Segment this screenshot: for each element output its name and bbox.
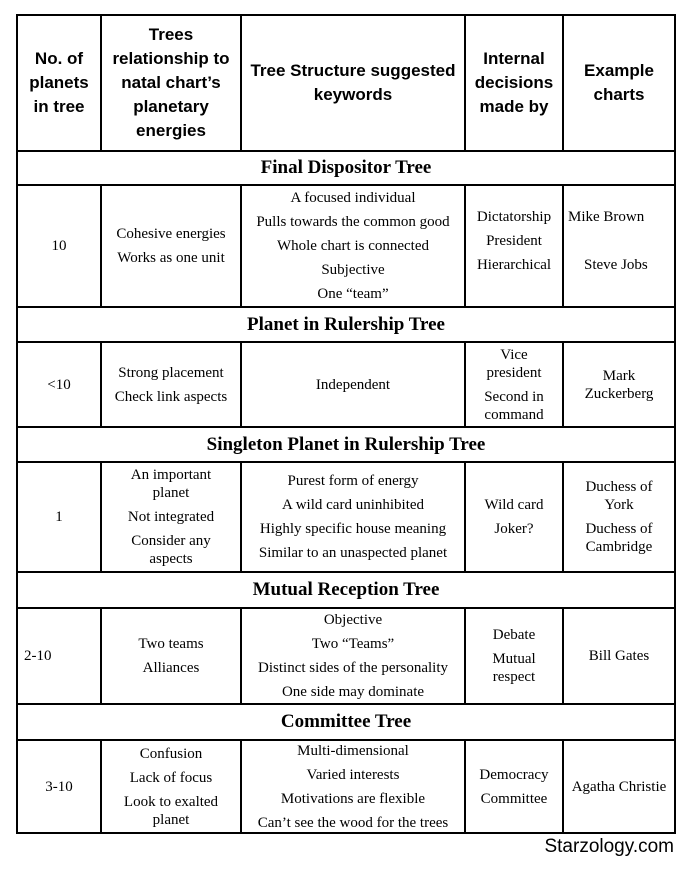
header-relationship: Trees relationship to natal chart’s planetary energies [112, 25, 230, 140]
decisions-cell: Debate Mutual respect [492, 627, 536, 685]
rule [240, 14, 242, 151]
section-title: Singleton Planet in Rulership Tree [206, 433, 486, 455]
planets-cell: 3-10 [45, 779, 73, 795]
keywords-cell: Independent [315, 376, 391, 393]
keywords-cell: Multi-dimensional Varied interests Motivations are flexible Can’t see the wood for the trees [257, 743, 449, 831]
examples-cell: Mike Brown Steve Jobs [568, 209, 648, 273]
planets-cell: <10 [47, 376, 71, 393]
site-credit: Starzology.com [544, 836, 674, 857]
planets-cell: 10 [51, 238, 67, 254]
header-keywords: Tree Structure suggested keywords [250, 61, 456, 104]
decisions-cell: Democracy Committee [479, 767, 549, 807]
keywords-cell: A focused individual Pulls towards the common good Whole chart is connected Subjective One “team” [256, 190, 450, 302]
rule [562, 14, 564, 151]
section-title: Mutual Reception Tree [252, 579, 440, 600]
decisions-cell: Vice president Second in command [484, 346, 544, 423]
header-examples: Example charts [584, 61, 654, 104]
keywords-cell: Purest form of energy A wild card uninhibited Highly specific house meaning Similar to an unaspected planet [258, 473, 448, 561]
relationship-cell: Cohesive energies Works as one unit [116, 226, 226, 266]
examples-cell: Duchess of York Duchess of Cambridge [585, 479, 653, 555]
planets-cell: 1 [55, 509, 63, 525]
section-title: Planet in Rulership Tree [247, 313, 445, 335]
planets-cell: 2-10 [24, 648, 52, 664]
relationship-cell: Confusion Lack of focus Look to exalted planet [123, 746, 219, 828]
examples-cell: Mark Zuckerberg [584, 367, 654, 402]
header-planets: No. of planets in tree [29, 49, 89, 116]
examples-cell: Bill Gates [588, 648, 650, 664]
examples-cell: Agatha Christie [571, 779, 667, 795]
rule [464, 14, 466, 151]
relationship-cell: Strong placement Check link aspects [114, 364, 228, 405]
keywords-cell: Objective Two “Teams” Distinct sides of the personality One side may dominate [258, 612, 448, 700]
rule [562, 184, 564, 307]
decisions-cell: Dictatorship President Hierarchical [476, 209, 552, 273]
decisions-cell: Wild card Joker? [484, 497, 544, 537]
section-title: Committee Tree [280, 711, 412, 732]
header-decisions: Internal decisions made by [474, 49, 554, 116]
rule [100, 14, 102, 151]
relationship-cell: An important planet Not integrated Consider any aspects [127, 467, 215, 567]
relationship-cell: Two teams Alliances [138, 636, 204, 676]
section-title: Final Dispositor Tree [260, 157, 432, 178]
